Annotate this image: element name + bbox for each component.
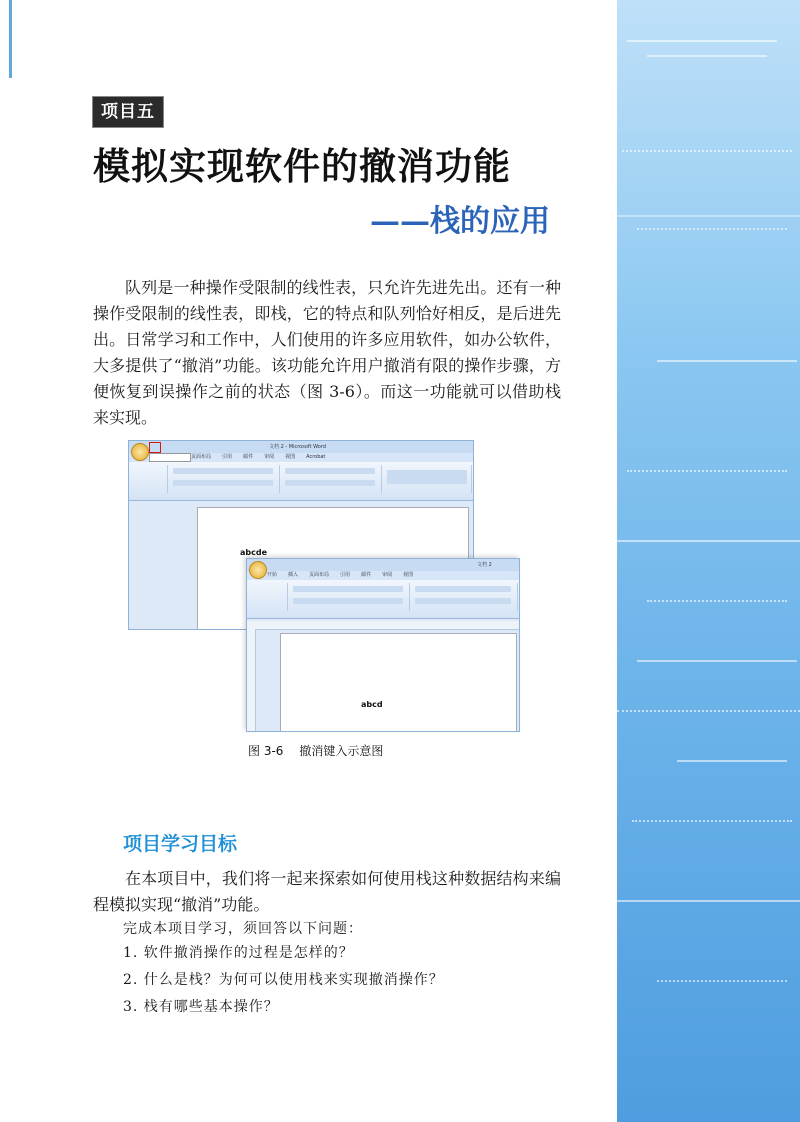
word-window-after: [246, 558, 520, 732]
document-page: [280, 633, 517, 732]
document-text: abcd: [361, 700, 383, 709]
horizontal-ruler: [247, 621, 519, 630]
window-title: 文档 2 - Microsoft Word: [129, 441, 473, 453]
page-subtitle: ——栈的应用: [370, 204, 550, 239]
list-item: 2. 什么是栈？为何可以使用栈来实现撤消操作？: [123, 972, 444, 988]
figure-caption: [248, 742, 383, 759]
window-title: 文档 2: [247, 559, 519, 571]
office-button-icon: [249, 561, 267, 579]
undo-icon: [149, 442, 161, 453]
tab-home: 开始: [267, 572, 278, 578]
undo-tooltip: [149, 453, 191, 462]
tab-review: 审阅: [382, 572, 393, 578]
list-item: 3. 栈有哪些基本操作？: [123, 999, 279, 1015]
tab-layout: 页面布局: [191, 454, 212, 460]
tab-references: 引用: [222, 454, 233, 460]
section-title: 项目学习目标: [123, 833, 238, 855]
project-badge: 项目五: [93, 97, 163, 127]
ribbon: [247, 580, 519, 619]
left-margin-rule: [9, 0, 12, 78]
tab-view: 视图: [285, 454, 296, 460]
questions-intro: 完成本项目学习，须回答以下问题：: [123, 921, 363, 937]
tab-view: 视图: [403, 572, 414, 578]
tab-mailings: 邮件: [361, 572, 372, 578]
vertical-ruler: [247, 629, 256, 731]
ribbon: [129, 462, 473, 501]
tab-insert: 插入: [288, 572, 299, 578]
figure-number: 图 3-6: [248, 744, 284, 758]
goal-paragraph: 在本项目中，我们将一起来探索如何使用栈这种数据结构来编程模拟实现“撤消”功能。: [93, 869, 561, 914]
tab-layout: 页面布局: [309, 572, 330, 578]
question-list: [123, 940, 444, 1021]
tab-references: 引用: [340, 572, 351, 578]
list-item: 1. 软件撤消操作的过程是怎样的？: [123, 945, 354, 961]
ribbon-tabs: [247, 571, 519, 580]
tab-review: 审阅: [264, 454, 275, 460]
figure-caption-text: 撤消键入示意图: [299, 744, 384, 758]
office-button-icon: [131, 443, 149, 461]
page-title: 模拟实现软件的撤消功能: [93, 144, 511, 188]
document-text: abcde: [240, 548, 268, 557]
decorative-side-panel: [617, 0, 800, 1122]
undo-figure: [128, 440, 518, 730]
tab-mailings: 邮件: [243, 454, 254, 460]
intro-paragraph: 队列是一种操作受限制的线性表，只允许先进先出。还有一种操作受限制的线性表，即栈，它的特点和队列恰好相反，是后进先出。日常学习和工作中，人们使用的许多应用软件，如办公软件，大多提供了“撤消”功能。该功能允许用户撤消有限的操作步骤，方便恢复到误操作之前的状态（图 3-6）。而这一功能就可以借助栈来实现。: [93, 278, 561, 427]
tab-acrobat: Acrobat: [306, 454, 326, 460]
